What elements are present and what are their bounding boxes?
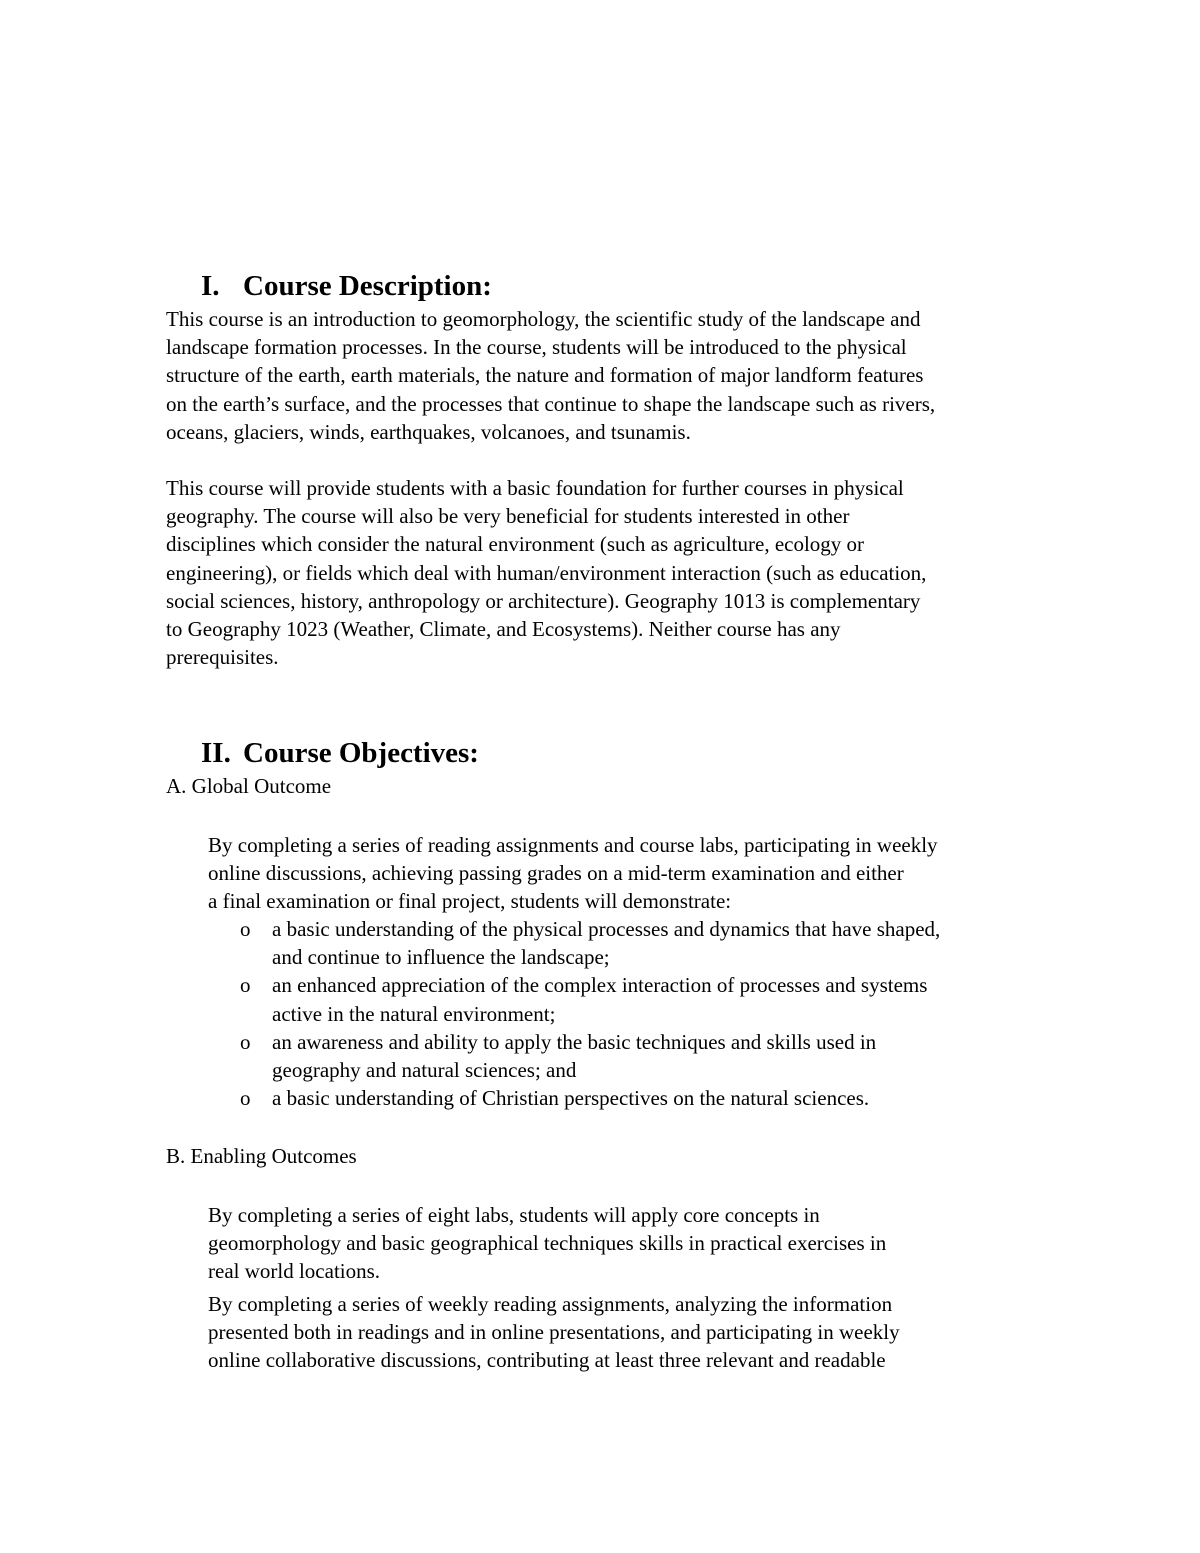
- text-line: disciplines which consider the natural environment (such as agriculture, ecology or: [166, 532, 865, 557]
- global-outcome-label: A. Global Outcome: [166, 774, 332, 798]
- course-description-paragraph-1: [166, 305, 1046, 446]
- enabling-outcome-2: [208, 1290, 1038, 1375]
- text-line: social sciences, history, anthropology or architecture). Geography 1013 is complementary: [166, 588, 921, 613]
- list-item: [240, 971, 1040, 1027]
- text-line: an awareness and ability to apply the basic techniques and skills used in: [272, 1029, 877, 1054]
- text-line: and continue to influence the landscape;: [272, 945, 610, 970]
- list-item: [240, 1028, 1040, 1084]
- section-1-heading: [201, 270, 492, 302]
- bullet-marker: o: [240, 1086, 251, 1111]
- global-outcome-list: [240, 915, 1040, 1112]
- text-line: This course is an introduction to geomorphology, the scientific study of the landscape and: [166, 307, 921, 331]
- text-line: an enhanced appreciation of the complex interaction of processes and systems: [272, 973, 928, 998]
- text-line: landscape formation processes. In the course, students will be introduced to the physical: [166, 335, 907, 360]
- text-line: geography and natural sciences; and: [272, 1058, 577, 1083]
- text-line: on the earth’s surface, and the processes that continue to shape the landscape such as rivers,: [166, 391, 936, 416]
- text-line: By completing a series of eight labs, students will apply core concepts in: [208, 1203, 820, 1227]
- section-2-number: II.: [201, 737, 231, 769]
- text-line: geography. The course will also be very beneficial for students interested in other: [166, 504, 850, 529]
- text-line: engineering), or fields which deal with human/environment interaction (such as education,: [166, 560, 927, 585]
- text-line: online discussions, achieving passing grades on a mid-term examination and either: [208, 861, 904, 886]
- list-item: [240, 1084, 1040, 1112]
- text-line: oceans, glaciers, winds, earthquakes, volcanoes, and tsunamis.: [166, 419, 691, 444]
- enabling-outcome-1: [208, 1201, 1038, 1286]
- text-line: a basic understanding of Christian perspectives on the natural sciences.: [272, 1086, 870, 1111]
- text-line: By completing a series of reading assignments and course labs, participating in weekly: [208, 833, 938, 857]
- global-outcome-intro: [208, 831, 1038, 916]
- text-line: real world locations.: [208, 1259, 381, 1284]
- section-1-title: Course Description:: [243, 270, 492, 302]
- text-line: This course will provide students with a basic foundation for further courses in physical: [166, 476, 904, 500]
- list-item: [240, 915, 1040, 971]
- text-line: prerequisites.: [166, 645, 279, 670]
- text-line: structure of the earth, earth materials, the nature and formation of major landform features: [166, 363, 924, 388]
- enabling-outcomes-label: B. Enabling Outcomes: [166, 1144, 357, 1168]
- section-2-title: Course Objectives:: [243, 737, 479, 769]
- text-line: a final examination or final project, students will demonstrate:: [208, 889, 732, 914]
- course-description-paragraph-2: [166, 474, 1046, 671]
- text-line: to Geography 1023 (Weather, Climate, and Ecosystems). Neither course has any: [166, 617, 841, 642]
- section-2-heading: [201, 737, 479, 769]
- text-line: a basic understanding of the physical processes and dynamics that have shaped,: [272, 917, 941, 941]
- section-1-number: I.: [201, 270, 220, 302]
- text-line: online collaborative discussions, contributing at least three relevant and readable: [208, 1348, 886, 1373]
- text-line: geomorphology and basic geographical techniques skills in practical exercises in: [208, 1231, 887, 1256]
- text-line: active in the natural environment;: [272, 1001, 556, 1026]
- bullet-marker: o: [240, 973, 251, 998]
- bullet-marker: o: [240, 1029, 251, 1054]
- bullet-marker: o: [240, 917, 251, 941]
- text-line: By completing a series of weekly reading assignments, analyzing the information: [208, 1292, 893, 1316]
- text-line: presented both in readings and in online presentations, and participating in weekly: [208, 1320, 900, 1345]
